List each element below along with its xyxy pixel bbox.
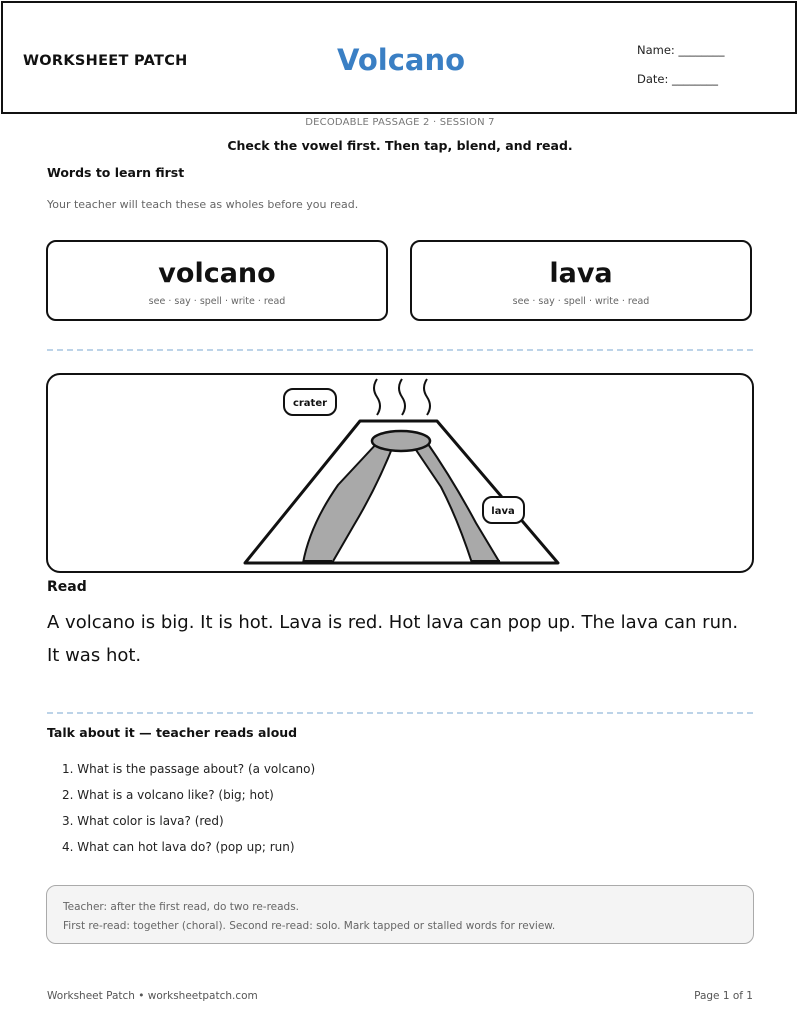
question-item: 3. What color is lava? (red) [62, 814, 224, 828]
crater-shape [372, 431, 430, 451]
word-card-steps: see · say · spell · write · read [512, 296, 650, 307]
word-card-steps: see · say · spell · write · read [148, 296, 286, 307]
steam-line [424, 379, 430, 415]
volcano-drawing [48, 375, 756, 575]
question-item: 4. What can hot lava do? (pop up; run) [62, 840, 295, 854]
steam-line [374, 379, 380, 415]
read-heading: Read [47, 579, 87, 595]
lava-label: lava [491, 506, 515, 517]
question-item: 2. What is a volcano like? (big; hot) [62, 788, 274, 802]
word-card-word: volcano [158, 258, 276, 289]
date-field[interactable]: Date: ________ [637, 72, 719, 86]
instruction-text: Check the vowel first. Then tap, blend, and read. [227, 138, 573, 153]
lava-base [303, 560, 332, 564]
brand-name: WORKSHEET PATCH [23, 53, 188, 69]
worksheet-header [1, 1, 797, 114]
volcano-illustration [46, 373, 754, 573]
teacher-note-line: First re-read: together (choral). Second re-read: solo. Mark tapped or stalled words for review. [63, 920, 556, 932]
section-divider [47, 349, 753, 351]
word-card-volcano [46, 240, 388, 321]
footer-page-number: Page 1 of 1 [694, 990, 753, 1002]
footer-site: Worksheet Patch • worksheetpatch.com [47, 990, 258, 1002]
teacher-note [46, 885, 754, 944]
words-heading: Words to learn first [47, 165, 185, 180]
teacher-note-line: Teacher: after the first read, do two re-reads. [63, 901, 300, 913]
steam-line [399, 379, 405, 415]
worksheet-title: Volcano [336, 43, 466, 77]
section-divider [47, 712, 753, 714]
question-item: 1. What is the passage about? (a volcano) [62, 762, 316, 776]
word-card-word: lava [549, 258, 613, 289]
lava-base [472, 560, 500, 564]
crater-label: crater [292, 398, 328, 409]
word-card-lava [410, 240, 752, 321]
name-field[interactable]: Name: ________ [637, 43, 725, 57]
words-note: Your teacher will teach these as wholes before you read. [47, 198, 359, 211]
passage-kicker: DECODABLE PASSAGE 2 · SESSION 7 [305, 117, 495, 128]
question-list [62, 761, 315, 865]
read-passage: A volcano is big. It is hot. Lava is red. Hot lava can pop up. The lava can run. It was hot. [47, 612, 739, 666]
talk-heading: Talk about it — teacher reads aloud [47, 725, 298, 740]
